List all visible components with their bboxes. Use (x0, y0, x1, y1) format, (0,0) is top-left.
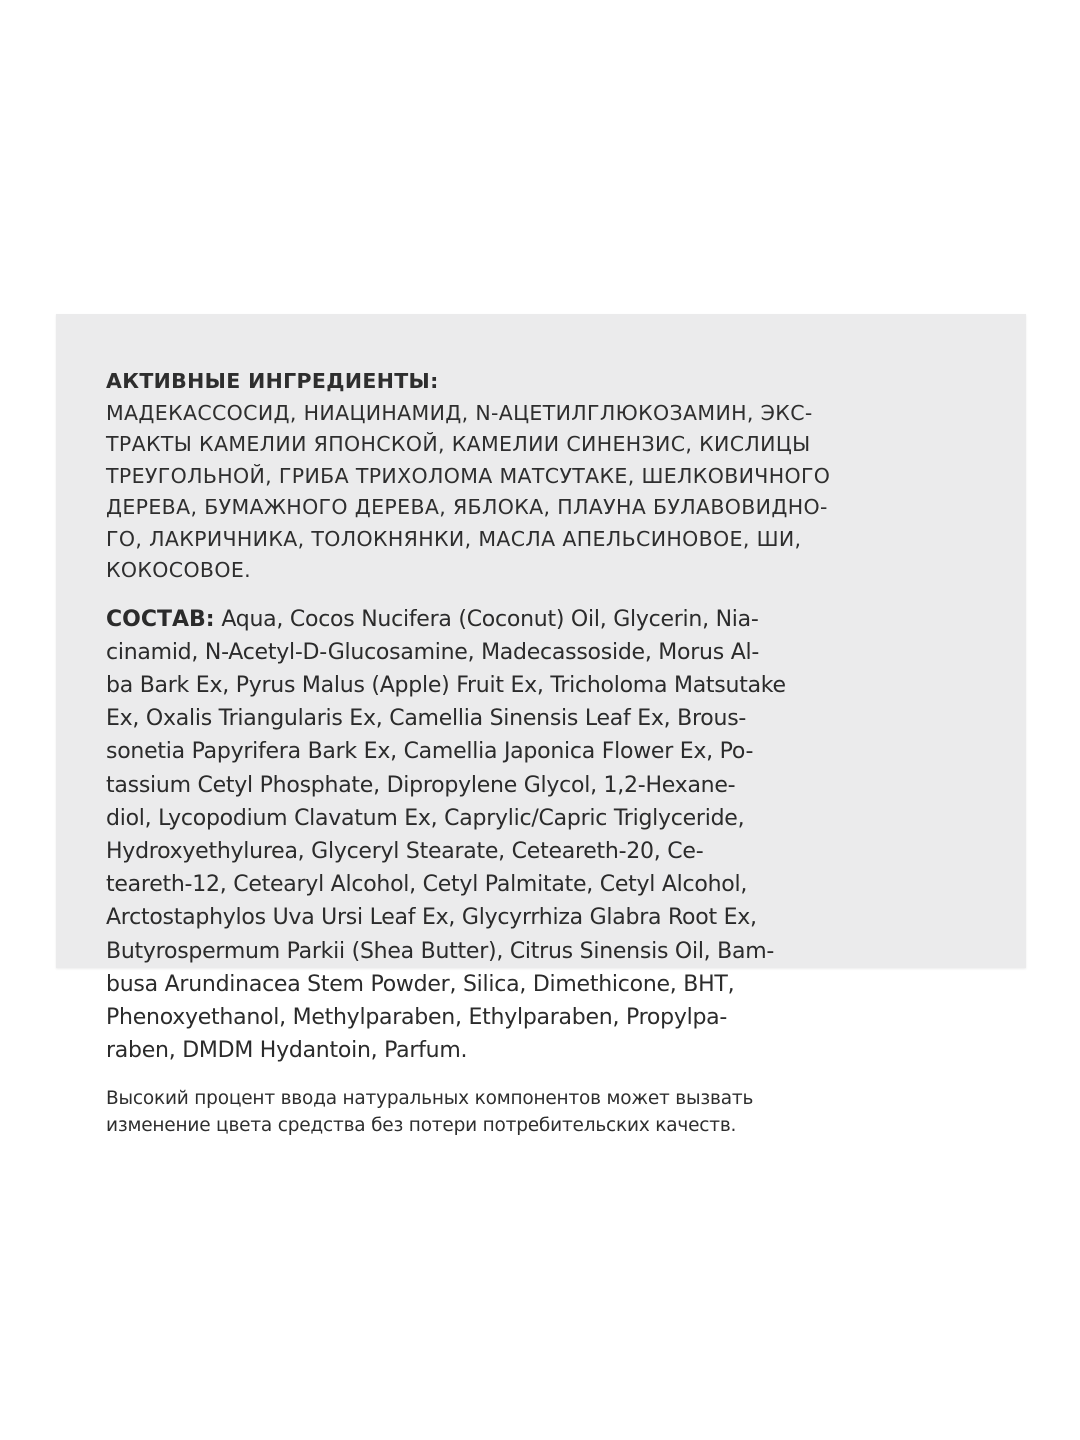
composition-line: teareth-12, Cetearyl Alcohol, Cetyl Palmitate, Cetyl Alcohol, (106, 872, 748, 898)
active-ingredients-line: ТРАКТЫ КАМЕЛИИ ЯПОНСКОЙ, КАМЕЛИИ СИНЕНЗИС, КИСЛИЦЫ (106, 432, 811, 456)
composition-line: Ex, Oxalis Triangularis Ex, Camellia Sinensis Leaf Ex, Brous- (106, 706, 747, 732)
active-ingredients-line: ДЕРЕВА, БУМАЖНОГО ДЕРЕВА, ЯБЛОКА, ПЛАУНА БУЛАВОВИДНО- (106, 495, 828, 519)
composition-line: Hydroxyethylurea, Glyceryl Stearate, Ceteareth-20, Ce- (106, 838, 704, 864)
composition-line: busa Arundinacea Stem Powder, Silica, Dimethicone, BHT, (106, 971, 735, 997)
note-line: изменение цвета средства без потери потребительских качеств. (106, 1115, 737, 1137)
composition-first-line-text: Aqua, Cocos Nucifera (Coconut) Oil, Glycerin, Nia- (214, 606, 759, 632)
composition-line: sonetia Papyrifera Bark Ex, Camellia Japonica Flower Ex, Po- (106, 739, 754, 765)
label-text-content (106, 366, 976, 1139)
composition-section (106, 603, 976, 1068)
note-line: Высокий процент ввода натуральных компонентов может вызвать (106, 1088, 754, 1110)
composition-line: ba Bark Ex, Pyrus Malus (Apple) Fruit Ex, Tricholoma Matsutake (106, 672, 786, 698)
composition-line: Butyrospermum Parkii (Shea Butter), Citrus Sinensis Oil, Bam- (106, 938, 775, 964)
active-ingredients-line: ТРЕУГОЛЬНОЙ, ГРИБА ТРИХОЛОМА МАТСУТАКЕ, ШЕЛКОВИЧНОГО (106, 463, 831, 488)
composition-line: Arctostaphylos Uva Ursi Leaf Ex, Glycyrrhiza Glabra Root Ex, (106, 905, 757, 931)
composition-line: cinamid, N-Acetyl-D-Glucosamine, Madecassoside, Morus Al- (106, 639, 760, 665)
active-ingredients-line: ГО, ЛАКРИЧНИКА, ТОЛОКНЯНКИ, МАСЛА АПЕЛЬСИНОВОЕ, ШИ, (106, 526, 802, 551)
color-change-note (106, 1085, 976, 1139)
active-ingredients-line: МАДЕКАССОСИД, НИАЦИНАМИД, N-АЦЕТИЛГЛЮКОЗАМИН, ЭКС- (106, 400, 813, 425)
active-ingredients-line: КОКОСОВОЕ. (106, 558, 251, 582)
composition-first-line (106, 603, 976, 636)
composition-line: tassium Cetyl Phosphate, Dipropylene Glycol, 1,2-Hexane- (106, 772, 736, 798)
ingredients-panel (56, 314, 1026, 1137)
composition-label: СОСТАВ: (106, 606, 215, 632)
composition-line: raben, DMDM Hydantoin, Parfum. (106, 1038, 468, 1064)
active-ingredients-title: АКТИВНЫЕ ИНГРЕДИЕНТЫ: (106, 369, 439, 393)
composition-line: diol, Lycopodium Clavatum Ex, Caprylic/Capric Triglyceride, (106, 805, 745, 831)
active-ingredients-section (106, 366, 976, 587)
composition-line: Phenoxyethanol, Methylparaben, Ethylparaben, Propylpa- (106, 1004, 728, 1030)
